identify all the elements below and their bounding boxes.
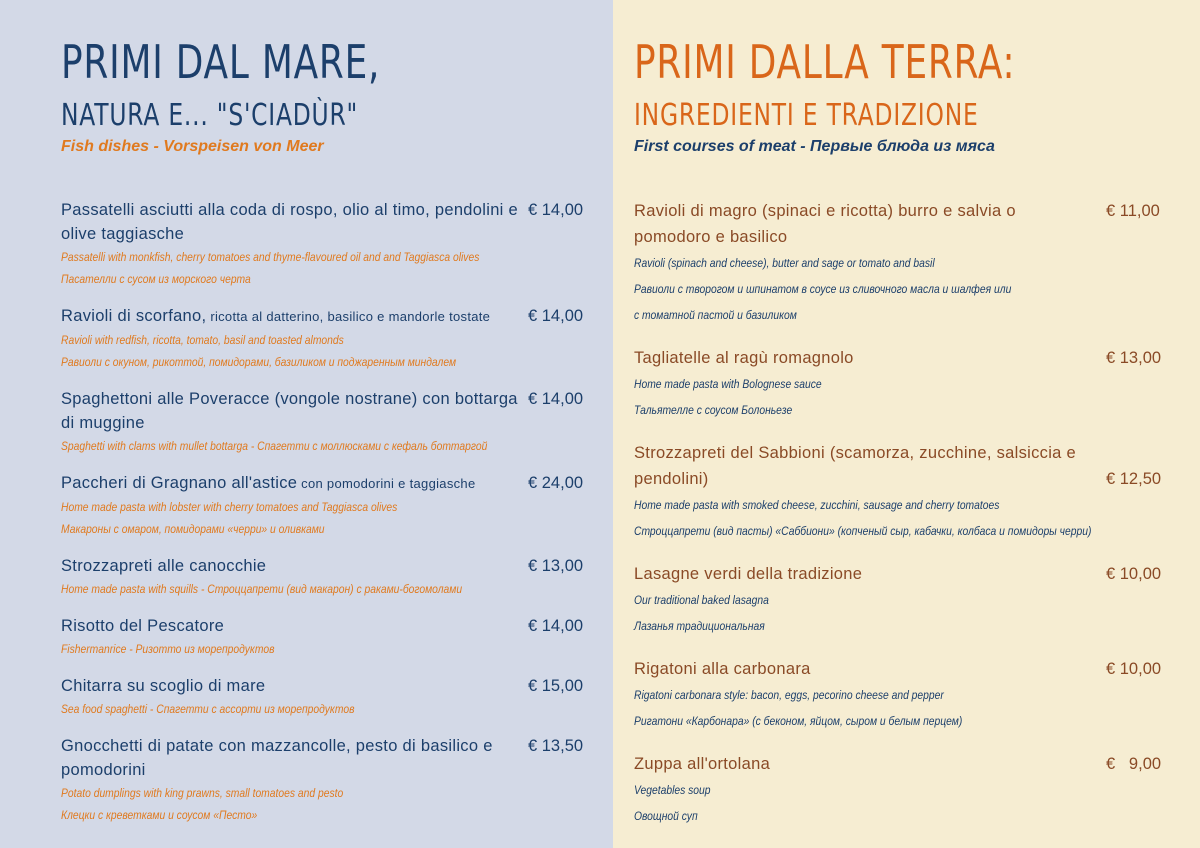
dish-price: € 11,00	[1106, 202, 1160, 220]
dish-translation: Ravioli with redfish, ricotta, tomato, basil and toasted almonds	[61, 333, 344, 347]
dish-translation: Sea food spaghetti - Спагетти с ассорти из морепродуктов	[61, 702, 355, 716]
dish-translation: Home made pasta with smoked cheese, zucchini, sausage and cherry tomatoes	[634, 498, 1000, 512]
menu-item	[61, 387, 596, 457]
dish-name-line	[634, 440, 1094, 492]
menu-item	[61, 614, 596, 660]
dish-price: € 24,00	[528, 474, 584, 492]
dish-translation: Home made pasta with lobster with cherry tomatoes and Taggiasca olives	[61, 500, 398, 514]
dish-translation: Пасателли с сусом из морского черта	[61, 272, 251, 286]
dish-translation: Макароны с омаром, помидорами «черри» и оливками	[61, 522, 325, 536]
dish-name: Passatelli asciutti alla coda di rospo, olio al timo, pendolini e olive taggiasche	[61, 201, 518, 243]
dish-name-line	[61, 387, 523, 435]
dish-price: € 12,50	[1106, 470, 1162, 488]
menu-list	[634, 198, 1200, 829]
menu-item	[634, 751, 1174, 829]
dish-price: € 9,00	[1106, 755, 1162, 773]
menu-item	[61, 198, 596, 290]
dish-translation: Тальятелле с соусом Болоньезе	[634, 403, 793, 417]
menu-item	[634, 656, 1174, 734]
dish-name: Strozzapreti del Sabbioni (scamorza, zucchine, salsiccia e pendolini)	[634, 444, 1077, 488]
menu-item	[61, 554, 596, 600]
dish-price: € 10,00	[1106, 565, 1162, 583]
dish-translation: Клецки с креветками и соусом «Песто»	[61, 808, 258, 822]
dish-name: Risotto del Pescatore	[61, 617, 225, 635]
dish-name: Zuppa all'ortolana	[634, 755, 771, 773]
menu-list	[61, 198, 613, 826]
menu-item	[634, 440, 1174, 544]
dish-translation: Ригатони «Карбонара» (с беконом, яйцом, сыром и белым перцем)	[634, 714, 963, 728]
section-tagline: Fish dishes - Vorspeisen von Meer	[61, 138, 324, 155]
menu-item	[634, 561, 1174, 639]
section-subtitle: NATURA E... "S'CIADÙR"	[61, 98, 359, 133]
menu-item	[61, 734, 596, 826]
dish-translation: Равиоли с творогом и шпинатом в соусе из сливочного масла и шалфея или	[634, 282, 1012, 296]
dish-translation: Овощной суп	[634, 809, 698, 823]
dish-translation: Passatelli with monkfish, cherry tomatoes and thyme-flavoured oil and and Taggiasca olives	[61, 250, 480, 264]
dish-name-line	[634, 198, 1094, 250]
dish-name-line	[61, 198, 523, 246]
dish-translation: Строццапрети (вид пасты) «Саббиони» (копченый сыр, кабачки, колбаса и помидоры черри)	[634, 524, 1092, 538]
menu-item	[61, 674, 596, 720]
dish-name: Ravioli di magro (spinaci e ricotta) burro e salvia o pomodoro e basilico	[634, 202, 1016, 246]
dish-translation: Лазанья традициональная	[634, 619, 765, 633]
dish-name: Tagliatelle al ragù romagnolo	[634, 349, 854, 367]
dish-price: € 15,00	[528, 677, 584, 695]
dish-name-line	[634, 656, 1094, 682]
dish-name-line	[61, 734, 523, 782]
dish-price: € 14,00	[528, 617, 584, 635]
dish-price: € 13,00	[528, 557, 584, 575]
dish-price: € 14,00	[528, 307, 584, 325]
dish-translation: Home made pasta with squills - Строццапрети (вид макарон) с раками-богомолами	[61, 582, 463, 596]
menu-item	[61, 304, 596, 373]
dish-name: Gnocchetti di patate con mazzancolle, pesto di basilico e pomodorini	[61, 737, 493, 779]
dish-price: € 13,00	[1106, 349, 1162, 367]
dish-name: Ravioli di scorfano,	[61, 307, 207, 325]
dish-name: Lasagne verdi della tradizione	[634, 565, 863, 583]
dish-name-line	[61, 304, 523, 329]
dish-price: € 14,00	[528, 390, 584, 408]
section-title: PRIMI DALLA TERRA:	[634, 35, 1016, 89]
dish-translation: Home made pasta with Bolognese sauce	[634, 377, 822, 391]
dish-translation: Ravioli (spinach and cheese), butter and sage or tomato and basil	[634, 256, 935, 270]
dish-price: € 10,00	[1106, 660, 1162, 678]
dish-name-line	[61, 554, 523, 578]
dish-name-line	[634, 561, 1094, 587]
dish-translation: Равиоли с окуном, рикоттой, помидорами, базиликом и поджаренным миндалем	[61, 355, 457, 369]
dish-translation: с томатной пастой и базиликом	[634, 308, 797, 322]
menu-item	[61, 471, 596, 540]
dish-name-line	[634, 751, 1094, 777]
dish-translation: Fishermanrice - Ризотто из морепродуктов	[61, 642, 275, 656]
dish-price: € 13,50	[528, 737, 584, 755]
dish-details: ricotta al datterino, basilico e mandorle tostate	[206, 309, 491, 324]
dish-name: Spaghettoni alle Poveracce (vongole nostrane) con bottarga di muggine	[61, 390, 518, 432]
menu-item	[634, 198, 1174, 328]
dish-name: Chitarra su scoglio di mare	[61, 677, 266, 695]
dish-name-line	[634, 345, 1094, 371]
section-title: PRIMI DAL MARE,	[61, 35, 381, 89]
dish-price: € 14,00	[528, 201, 584, 219]
dish-translation: Rigatoni carbonara style: bacon, eggs, pecorino cheese and pepper	[634, 688, 944, 702]
dish-translation: Our traditional baked lasagna	[634, 593, 769, 607]
meat-dishes-panel	[613, 0, 1200, 848]
dish-name-line	[61, 614, 523, 638]
dish-translation: Potato dumplings with king prawns, small tomatoes and pesto	[61, 786, 344, 800]
section-tagline: First courses of meat - Первые блюда из мяса	[634, 138, 995, 155]
dish-name-line	[61, 674, 523, 698]
dish-name: Rigatoni alla carbonara	[634, 660, 811, 678]
dish-details: con pomodorini e taggiasche	[297, 476, 476, 491]
dish-translation: Vegetables soup	[634, 783, 711, 797]
dish-name: Paccheri di Gragnano all'astice	[61, 474, 298, 492]
section-subtitle: INGREDIENTI E TRADIZIONE	[634, 98, 979, 133]
menu-item	[634, 345, 1174, 423]
dish-name-line	[61, 471, 523, 496]
dish-translation: Spaghetti with clams with mullet bottarga - Спагетти с моллюсками с кефаль боттаргой	[61, 439, 488, 453]
dish-name: Strozzapreti alle canocchie	[61, 557, 267, 575]
